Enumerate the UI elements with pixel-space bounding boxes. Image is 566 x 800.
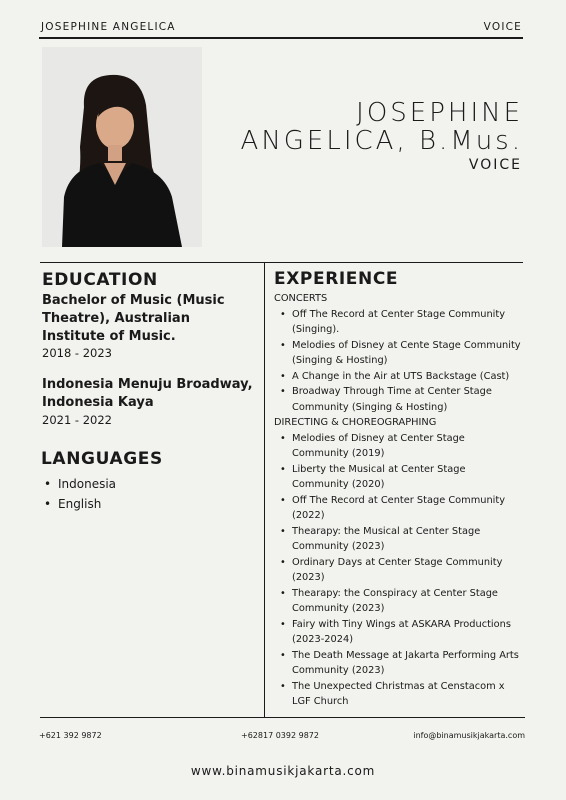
education-heading: EDUCATION <box>42 270 158 290</box>
directing-item: • Off The Record at Center Stage Community (2022) <box>274 493 524 524</box>
education-years-2: 2021 - 2022 <box>42 413 112 427</box>
hero-name-line1: JOSEPHINE <box>356 98 523 128</box>
hero-name-line2: ANGELICA, B.Mus. <box>240 126 523 156</box>
footer-phone-1: +621 392 9872 <box>39 731 102 740</box>
hero-role: VOICE <box>468 157 522 173</box>
concert-item: • Broadway Through Time at Center Stage Community (Singing & Hosting) <box>274 384 524 415</box>
languages-heading: LANGUAGES <box>41 449 163 469</box>
footer-phone-2: +62817 0392 9872 <box>241 731 319 740</box>
directing-item: • Melodies of Disney at Center Stage Community (2019) <box>274 431 524 462</box>
language-item: • English <box>42 494 116 514</box>
language-item: • Indonesia <box>42 474 116 494</box>
directing-item: • The Unexpected Christmas at Censtacom x LGF Church <box>274 679 524 710</box>
experience-content <box>274 291 524 710</box>
directing-item: • Fairy with Tiny Wings at ASKARA Productions (2023-2024) <box>274 617 524 648</box>
languages-list <box>42 474 116 514</box>
directing-item: • Liberty the Musical at Center Stage Community (2020) <box>274 462 524 493</box>
concert-item: • A Change in the Air at UTS Backstage (Cast) <box>274 369 524 385</box>
header-role: VOICE <box>483 21 522 33</box>
section-divider-top <box>40 262 523 263</box>
directing-item: • Thearapy: the Conspiracy at Center Stage Community (2023) <box>274 586 524 617</box>
directing-item: • Thearapy: the Musical at Center Stage Community (2023) <box>274 524 524 555</box>
directing-label: DIRECTING & CHOREOGRAPHING <box>274 417 437 428</box>
footer-website[interactable]: www.binamusikjakarta.com <box>190 764 376 778</box>
header-name: JOSEPHINE ANGELICA <box>41 21 176 33</box>
education-degree-2: Indonesia Menuju Broadway, Indonesia Kaya <box>42 377 253 410</box>
column-divider <box>264 262 265 717</box>
concert-item: • Off The Record at Center Stage Community (Singing). <box>274 307 524 338</box>
concerts-list <box>274 307 524 416</box>
directing-list <box>274 431 524 710</box>
concert-item: • Melodies of Disney at Cente Stage Community (Singing & Hosting) <box>274 338 524 369</box>
education-degree-1: Bachelor of Music (Music Theatre), Australian Institute of Music. <box>42 293 225 344</box>
education-years-1: 2018 - 2023 <box>42 346 112 360</box>
footer-email[interactable]: info@binamusikjakarta.com <box>413 731 525 740</box>
profile-photo <box>42 47 202 247</box>
concerts-label: CONCERTS <box>274 293 328 304</box>
footer-divider <box>40 717 525 718</box>
directing-item: • The Death Message at Jakarta Performing Arts Community (2023) <box>274 648 524 679</box>
header-divider <box>39 37 523 39</box>
directing-item: • Ordinary Days at Center Stage Community (2023) <box>274 555 524 586</box>
experience-heading: EXPERIENCE <box>274 269 399 289</box>
